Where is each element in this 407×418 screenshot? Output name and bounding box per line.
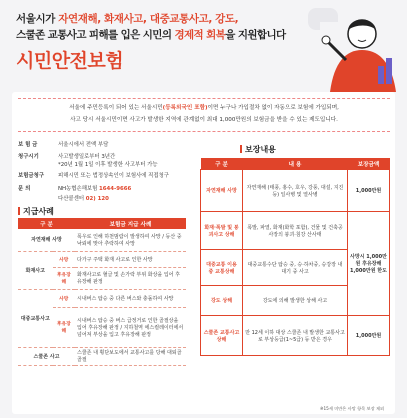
case-text: 시내버스 탑승 중 버스 급정거로 인한 골절상을 입어 후유장해 판정 / 지하철역 에스컬레이터에서 넘어져 부상을 입고 후유장해 판정 (75, 307, 186, 347)
table-row (201, 170, 390, 212)
coverage-content: 대중교통수단 탑승 중, 승·하차중, 승강장 내 대기 중 사고 (243, 250, 348, 286)
case-subtype: 사망 (53, 289, 75, 307)
contact-name: 다산콜센터 (58, 196, 86, 202)
coverage-content: 폭발, 파열, 화재(화학 포함), 건물 및 건축공사장의 붕괴·침강 산사태 (243, 212, 348, 250)
case-category: 자연재해 사망 (18, 229, 75, 251)
coverage-kind: 화재·폭발 및 붕괴사고 상해 (201, 212, 243, 250)
payout-cases-table (18, 218, 186, 366)
intro-text: 서울에 주민등록이 되어 있는 서울시민 (69, 105, 163, 111)
column-header: 내 용 (243, 158, 348, 170)
coverage-kind: 대중교통 이용 중 교통상해 (201, 250, 243, 286)
info-premium (18, 140, 108, 148)
headline-line-1 (16, 12, 238, 27)
person-illustration (300, 2, 400, 92)
coverage-kind: 강도 상해 (201, 286, 243, 316)
info-claim-period (18, 152, 115, 160)
table-header (18, 218, 186, 229)
coverage-kind: 자연재해 사망 (201, 170, 243, 212)
info-claim-method (18, 171, 169, 179)
coverage-amount: 1,000만원 (348, 316, 390, 356)
case-text: 시내버스 탑승 중 다른 버스와 충돌하여 사망 (75, 289, 186, 307)
contact-phone[interactable]: 1644-9666 (99, 186, 132, 192)
info-contact-2 (58, 194, 109, 202)
table-header (201, 158, 390, 170)
headline-accent: 경제적 회복 (174, 29, 226, 41)
headline-text: 스쿨존 교통사고 피해를 입은 시민의 (16, 29, 175, 41)
coverage-kind: 스쿨존 교통사고 상해 (201, 316, 243, 356)
table-row (18, 289, 186, 307)
case-text: 화재사고로 혈글 및 손가락 부위 화상을 입어 후유장해 판정 (75, 267, 186, 289)
info-value: 사고발생일로부터 3년간 (58, 154, 116, 160)
headline-accent: 자연재해, 화재사고, 대중교통사고, 강도, (58, 13, 239, 25)
coverage-title: 보장내용 (240, 144, 276, 155)
page-title: 시민안전보험 (16, 50, 124, 72)
coverage-table (200, 158, 390, 356)
table-row (18, 251, 186, 267)
coverage-note: ※15세 미만은 사망 항목 보장 제외 (320, 406, 385, 411)
headline-text: 서울시가 (16, 13, 59, 25)
contact-phone[interactable]: 02) 120 (85, 196, 109, 202)
column-header: 보험금 지급 사례 (75, 218, 186, 229)
info-value: 피해시민 또는 법정상속인이 보험사에 직접청구 (58, 173, 170, 179)
column-header: 보장금액 (348, 158, 390, 170)
table-row (18, 347, 186, 365)
case-text: 폭우로 인해 하천범람이 발생하여 사망 / 등산 중 낙뢰에 맞아 추락하여 사망 (75, 229, 186, 251)
table-row (18, 229, 186, 251)
intro-line-2: 사고 당시 서울시민이면 사고가 발생한 지역에 관계없이 최대 1,000만원의 보험금을 받을 수 있는 제도입니다. (70, 117, 338, 123)
column-header: 구 분 (201, 158, 243, 170)
info-contact (18, 184, 131, 192)
table-row (201, 212, 390, 250)
case-text: 다가구 주택 화재 사고로 인한 사망 (75, 251, 186, 267)
case-text: 스쿨존 내 횡단보도에서 교통사고를 당해 대퇴골 골절 (75, 347, 186, 365)
intro-line-1 (18, 102, 390, 114)
info-value: 서울시에서 전액 부담 (58, 142, 109, 148)
info-claim-note: *20년 1월 1일 이후 발생한 사고부터 가능 (58, 162, 158, 168)
intro-highlight: (등록외국인 포함) (162, 105, 208, 111)
headline-text: 을 지원합니다 (225, 29, 286, 41)
info-label: 청구시기 (18, 154, 39, 160)
case-category: 대중교통사고 (18, 289, 53, 347)
info-label: 보험금청구 (18, 173, 45, 179)
info-label: 문 의 (18, 186, 31, 192)
intro-box (18, 98, 390, 132)
coverage-content: 강도에 의해 발생한 상해 사고 (243, 286, 348, 316)
case-category: 스쿨존 사고 (18, 347, 75, 365)
column-header: 구 분 (18, 218, 75, 229)
info-label: 보 험 금 (18, 142, 38, 148)
case-category: 화재사고 (18, 251, 53, 289)
headline-line-2 (16, 27, 286, 42)
table-row (201, 316, 390, 356)
payout-cases-title: 지급사례 (18, 206, 54, 217)
case-subtype: 사망 (53, 251, 75, 267)
case-subtype: 후유장해 (53, 307, 75, 347)
coverage-content: 만 12세 이하 대상 스쿨존 내 발생한 교통사고로 부상등급(1~5급) 등 받은 경우 (243, 316, 348, 356)
coverage-content: 자연재해 (태풍, 홍수, 호우, 강풍, 대설, 지진 등) 일사병 및 열사병 (243, 170, 348, 212)
intro-text: 이면 누구나 가입절차 없이 자동으로 보험에 가입되며, (207, 105, 339, 111)
contact-name: NH농협손해보험 (58, 186, 100, 192)
coverage-amount: 사망시 1,000만원 후유장해 1,000만원 한도 (348, 212, 390, 316)
coverage-amount: 1,000만원 (348, 170, 390, 212)
case-subtype: 후유장해 (53, 267, 75, 289)
